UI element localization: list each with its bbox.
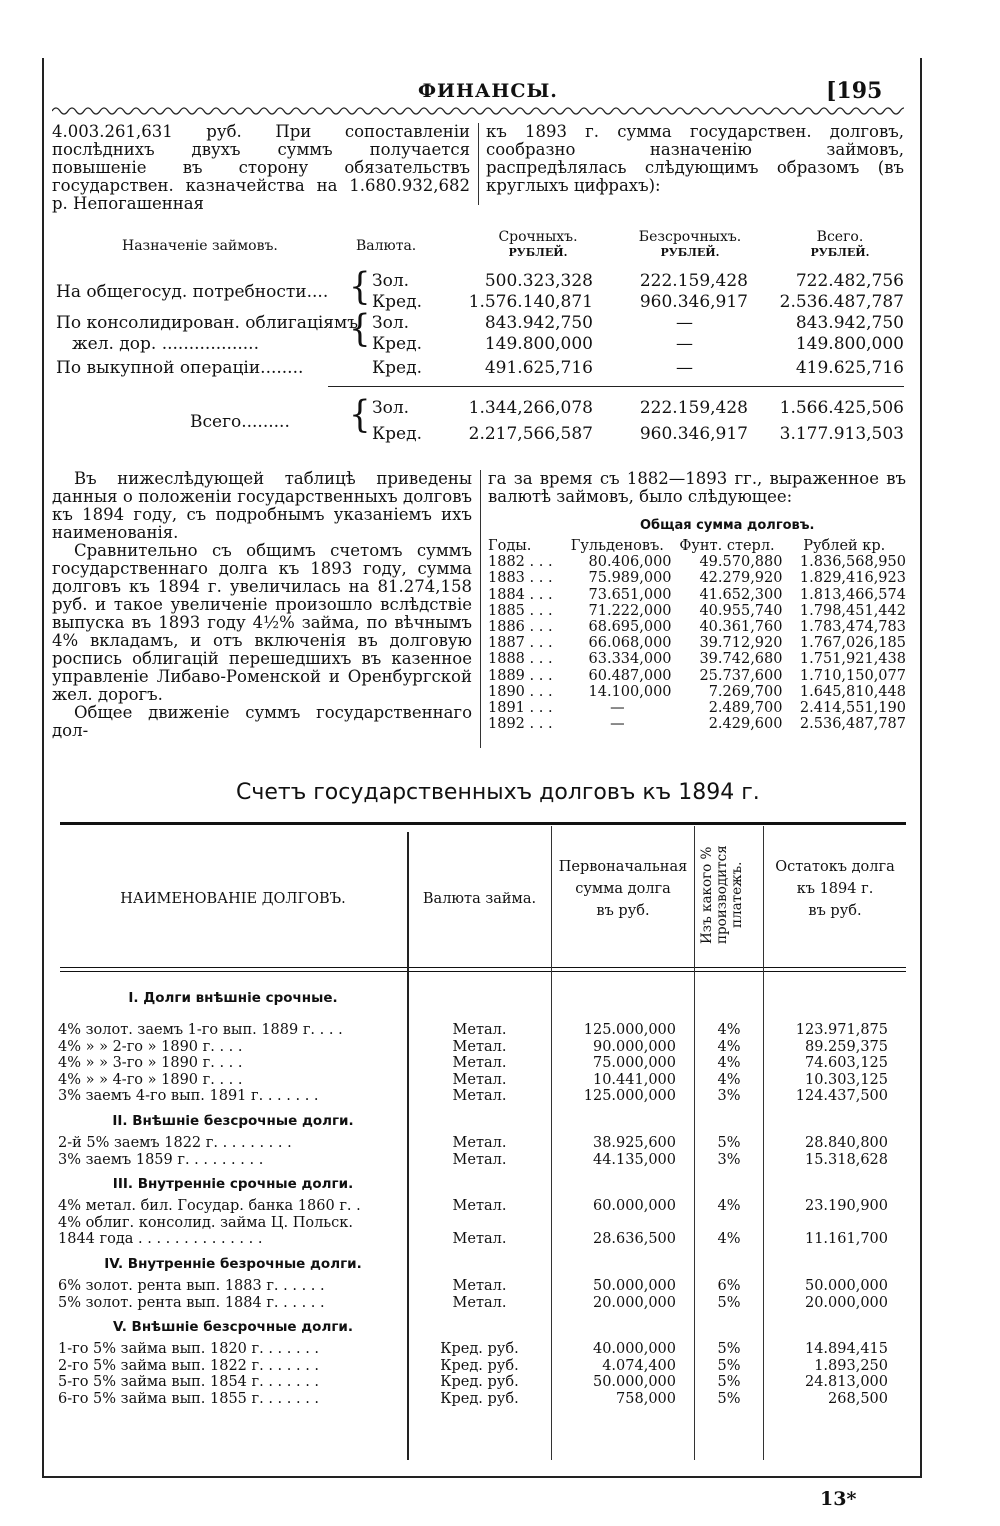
debt-initial: 28.636,500 — [592, 1231, 676, 1248]
col-header: Рублей кр. — [803, 538, 886, 554]
debt-initial: 75.000,000 — [592, 1055, 676, 1072]
debt-name: 1844 года . . . . . . . . . . . . . . — [58, 1231, 263, 1248]
total-rule — [328, 386, 904, 387]
col-header: Фунт. стерл. — [679, 538, 775, 554]
table-cell: 41.652,300 — [699, 586, 783, 603]
table-cell: 1.836,568,950 — [799, 554, 906, 571]
debt-remainder: 50.000,000 — [804, 1278, 888, 1294]
page-number: [195 — [826, 78, 883, 104]
debt-name: 6-го 5% займа вып. 1855 г. . . . . . . — [58, 1391, 320, 1407]
value-cell: 149.800,000 — [795, 334, 904, 354]
header-line: производится — [714, 845, 730, 945]
table-caption: Общая сумма долговъ. — [640, 518, 815, 533]
table-cell: 1883 . . . — [488, 570, 553, 587]
debt-remainder: 23.190,900 — [804, 1198, 888, 1215]
table-cell: 80.406,000 — [588, 554, 672, 571]
table-cell: 68.695,000 — [588, 619, 672, 636]
debt-rate: 5% — [717, 1341, 741, 1358]
debt-rate: 3% — [717, 1151, 741, 1168]
table-cell: 39.712,920 — [699, 635, 783, 652]
value-cell: — — [676, 313, 693, 333]
table-cell: 2.429,600 — [708, 716, 783, 733]
table-cell: 66.068,000 — [588, 635, 672, 652]
section-heading: V. Внѣшніе безсрочные долги. — [113, 1319, 353, 1336]
value-cell: 3.177.913,503 — [779, 424, 904, 444]
debt-currency: Метал. — [452, 1038, 507, 1055]
table-cell: 1.813,466,574 — [799, 586, 906, 603]
table-cell: 1886 . . . — [488, 619, 553, 636]
debt-name: 3% заемъ 1859 г. . . . . . . . . — [58, 1151, 264, 1168]
table-cell: 71.222,000 — [588, 602, 672, 619]
value-cell: 960.346,917 — [639, 424, 748, 444]
debt-currency: Метал. — [452, 1198, 507, 1215]
value-cell: 960.346,917 — [639, 292, 748, 312]
table-row — [488, 587, 906, 603]
table-row — [488, 619, 906, 635]
table-row — [488, 635, 906, 651]
table-row — [488, 603, 906, 619]
value-cell: 1.566.425,506 — [779, 398, 904, 418]
col-header-total: Всего. РУБЛЕЙ. — [810, 229, 870, 259]
table-row — [488, 684, 906, 700]
header-line: платежъ. — [729, 861, 745, 929]
debt-currency: Кред. руб. — [440, 1391, 519, 1407]
table-cell: 2.489,700 — [708, 700, 783, 717]
debt-name: 4% » » 2-го » 1890 г. . . . — [58, 1038, 243, 1055]
value-cell: 491.625,716 — [484, 358, 593, 378]
debt-initial: 758,000 — [616, 1391, 676, 1407]
debt-name: 1-го 5% займа вып. 1820 г. . . . . . . — [58, 1341, 320, 1358]
table-cell: 1890 . . . — [488, 683, 553, 700]
debt-remainder: 11.161,700 — [804, 1231, 888, 1248]
debt-rate: 6% — [717, 1278, 741, 1294]
header-rate — [700, 830, 745, 960]
table-cell: 1892 . . . — [488, 716, 553, 733]
table-top-rule — [60, 822, 906, 825]
column-divider — [478, 123, 479, 205]
wavy-rule — [52, 104, 904, 118]
debt-currency: Метал. — [452, 1278, 507, 1294]
table-cell: 1888 . . . — [488, 651, 553, 668]
value-cell: 722.482,756 — [795, 271, 904, 291]
table-cell: 1882 . . . — [488, 554, 553, 571]
debt-remainder: 74.603,125 — [804, 1055, 888, 1072]
table-cell: 40.955,740 — [699, 602, 783, 619]
col-header: Гульденовъ. — [570, 538, 664, 554]
value-cell: 1.576.140,871 — [468, 292, 593, 312]
brace: { — [349, 393, 371, 437]
table-cell: 63.334,000 — [588, 651, 672, 668]
col-header: Годы. — [488, 538, 532, 554]
debt-rate: 4% — [717, 1198, 741, 1215]
debt-initial: 20.000,000 — [592, 1294, 676, 1311]
table-cell: 7.269,700 — [708, 683, 783, 700]
table-cell: 1.710,150,077 — [799, 667, 906, 684]
row-name: На общегосуд. потребности.... — [56, 282, 329, 302]
value-cell: 1.344,266,078 — [468, 398, 593, 418]
header-line: въ руб. — [808, 903, 862, 919]
header-name: НАИМЕНОВАНІЕ ДОЛГОВЪ. — [120, 891, 346, 907]
table-cell: 25.737,600 — [699, 667, 783, 684]
table-cell: 1.783,474,783 — [799, 619, 906, 636]
debt-remainder: 14.894,415 — [804, 1341, 888, 1358]
value-cell: 222.159,428 — [639, 271, 748, 291]
header-line: Изъ какого % — [699, 846, 715, 944]
debt-name: 4% золот. заемъ 1-го вып. 1889 г. . . . — [58, 1022, 343, 1038]
table-cell: 39.742,680 — [699, 651, 783, 668]
debt-name: 6% золот. рента вып. 1883 г. . . . . . — [58, 1278, 325, 1294]
debt-name: 5-го 5% займа вып. 1854 г. . . . . . . — [58, 1374, 320, 1391]
value-cell: 843.942,750 — [795, 313, 904, 333]
table-cell: 40.361,760 — [699, 619, 783, 636]
section-heading: IV. Внутренніе безрочные долги. — [104, 1256, 362, 1272]
debt-initial: 4.074,400 — [602, 1357, 676, 1374]
table-cell: 1.645,810,448 — [799, 683, 906, 700]
header-rule-2 — [60, 971, 906, 972]
header-currency: Валюта займа. — [422, 891, 537, 907]
running-title: ФИНАНСЫ. — [418, 80, 558, 102]
debt-remainder: 10.303,125 — [804, 1071, 888, 1088]
table-row — [488, 668, 906, 684]
col-header-currency: Валюта. — [356, 238, 417, 254]
table-row — [488, 716, 906, 732]
debt-rate: 5% — [717, 1391, 741, 1407]
row-name: По выкупной операціи........ — [56, 358, 304, 378]
table-cell: 1884 . . . — [488, 586, 553, 603]
header-line: въ руб. — [596, 903, 650, 919]
debt-initial: 50.000,000 — [592, 1374, 676, 1391]
debt-initial: 125.000,000 — [583, 1022, 676, 1038]
value-cell: 149.800,000 — [484, 334, 593, 354]
header-line: Первоначальная — [558, 859, 688, 875]
debt-remainder: 28.840,800 — [804, 1135, 888, 1151]
debt-remainder: 15.318,628 — [804, 1151, 888, 1168]
debt-currency: Метал. — [452, 1071, 507, 1088]
debt-currency: Кред. руб. — [440, 1341, 519, 1358]
paragraph: Сравнительно съ общимъ счетомъ суммъ государственнаго долга къ 1893 году, сумма долговъ къ 1894 г. увеличилась на 81.274,158 руб. и такое увеличеніе произошло вслѣдствіе выпуска въ 1893 году 4½% займа, по вѣчнымъ 4% вкладамъ, и отъ включенія въ долговую роспись облигацій перешедшихъ въ казенное управленіе Либаво-Роменской и Оренбургской жел. дорогъ. — [52, 541, 472, 704]
table-row — [488, 700, 906, 716]
header-line: къ 1894 г. — [796, 881, 874, 897]
debt-initial: 90.000,000 — [592, 1038, 676, 1055]
table-cell: 1.829,416,923 — [799, 570, 906, 587]
table-row — [488, 651, 906, 667]
debt-rate: 5% — [717, 1135, 741, 1151]
debt-rate: 4% — [717, 1071, 741, 1088]
header-line: Остатокъ долга — [775, 859, 895, 875]
debt-rate: 5% — [717, 1374, 741, 1391]
debt-by-year-table — [488, 538, 906, 732]
row-name: жел. дор. .................. — [72, 334, 259, 354]
debt-remainder: 268,500 — [828, 1391, 888, 1407]
table-cell: 1.751,921,438 — [799, 651, 906, 668]
value-cell: — — [676, 358, 693, 378]
table-cell: 75.989,000 — [588, 570, 672, 587]
value-cell: 222.159,428 — [639, 398, 748, 418]
table-cell: 49.570,880 — [699, 554, 783, 571]
intro-right-text: къ 1893 г. сумма государствен. долговъ, сообразно назначенію займовъ, распредѣлялась слѣдующимъ образомъ (въ круглыхъ цифрахъ): — [486, 122, 904, 195]
debt-name: 5% золот. рента вып. 1884 г. . . . . . — [58, 1294, 325, 1311]
value-cell: 843.942,750 — [484, 313, 593, 333]
debt-initial: 40.000,000 — [592, 1341, 676, 1358]
debt-remainder: 124.437,500 — [795, 1088, 888, 1105]
signature-mark: 13* — [820, 1488, 857, 1510]
debt-initial: 125.000,000 — [583, 1088, 676, 1105]
debt-remainder: 24.813,000 — [804, 1374, 888, 1391]
debt-initial: 38.925,600 — [592, 1135, 676, 1151]
debt-currency: Метал. — [452, 1022, 507, 1038]
currency-cell: Кред. — [372, 358, 422, 378]
row-name: По консолидирован. облигаціямъ — [56, 313, 359, 333]
table-cell: 1885 . . . — [488, 602, 553, 619]
debt-rate: 4% — [717, 1038, 741, 1055]
debt-currency: Метал. — [452, 1294, 507, 1311]
debt-initial: 10.441,000 — [592, 1071, 676, 1088]
section-title: Счетъ государственныхъ долговъ къ 1894 г. — [236, 780, 760, 805]
header-rule — [60, 967, 906, 968]
header-remainder — [764, 856, 906, 922]
mid-right-text: га за время съ 1882—1893 гг., выраженное въ валютѣ займовъ, было слѣдующее: — [488, 469, 906, 506]
debt-currency: Метал. — [452, 1088, 507, 1105]
currency-cell: Кред. — [372, 292, 422, 312]
column-divider — [480, 470, 481, 748]
debt-currency: Метал. — [452, 1231, 507, 1248]
debt-rate: 4% — [717, 1055, 741, 1072]
debt-currency: Метал. — [452, 1055, 507, 1072]
table-cell: 14.100,000 — [588, 683, 672, 700]
paragraph: Въ нижеслѣдующей таблицѣ приведены данныя о положеніи государственныхъ долговъ къ 1894 году, съ подробнымъ указаніемъ ихъ наименованія. — [52, 469, 472, 542]
currency-cell: Зол. — [372, 271, 410, 291]
debt-remainder: 89.259,375 — [804, 1038, 888, 1055]
debt-name: 2-й 5% заемъ 1822 г. . . . . . . . . — [58, 1135, 292, 1151]
debt-initial: 60.000,000 — [592, 1198, 676, 1215]
debt-remainder: 123.971,875 — [795, 1022, 888, 1038]
debt-remainder: 1.893,250 — [814, 1357, 888, 1374]
debt-name: 4% » » 4-го » 1890 г. . . . — [58, 1071, 243, 1088]
brace: { — [349, 307, 371, 351]
currency-cell: Кред. — [372, 334, 422, 354]
table-cell: 1.767,026,185 — [799, 635, 906, 652]
table-cell: 42.279,920 — [699, 570, 783, 587]
intro-left-text: 4.003.261,631 руб. При сопоставленіи послѣднихъ двухъ суммъ получается повышеніе въ сторону обязательствъ государствен. казначейства на 1.680.932,682 р. Непогашенная — [52, 122, 470, 213]
currency-cell: Зол. — [372, 398, 410, 418]
total-label: Всего......... — [190, 412, 290, 432]
debt-rate: 5% — [717, 1357, 741, 1374]
table-cell: 60.487,000 — [588, 667, 672, 684]
brace: { — [349, 265, 371, 309]
col-header-term: Срочныхъ. РУБЛЕЙ. — [498, 229, 578, 259]
debt-rate: 5% — [717, 1294, 741, 1311]
table-cell: 1.798,451,442 — [799, 602, 906, 619]
debt-name: 4% облиг. консолид. займа Ц. Польск. — [58, 1214, 353, 1231]
col-header-perpetual: Безсрочныхъ. РУБЛЕЙ. — [638, 229, 742, 259]
value-cell: 2.217,566,587 — [468, 424, 593, 444]
table-cell: 1889 . . . — [488, 667, 553, 684]
debt-name: 3% заемъ 4-го вып. 1891 г. . . . . . . — [58, 1088, 319, 1105]
section-heading: I. Долги внѣшніе срочные. — [128, 990, 338, 1006]
table-cell: 1891 . . . — [488, 700, 553, 717]
value-cell: — — [676, 334, 693, 354]
currency-cell: Кред. — [372, 424, 422, 444]
currency-cell: Зол. — [372, 313, 410, 333]
debt-initial: 44.135,000 — [592, 1151, 676, 1168]
table-cell: 1887 . . . — [488, 635, 553, 652]
mid-left-text — [52, 470, 472, 740]
col-header-purpose: Назначеніе займовъ. — [122, 238, 278, 254]
debt-rate: 3% — [717, 1088, 741, 1105]
section-heading: III. Внутреннiе срочные долги. — [112, 1176, 354, 1193]
table-row — [488, 570, 906, 586]
value-cell: 2.536.487,787 — [779, 292, 904, 312]
table-row — [488, 554, 906, 570]
debt-name: 4% метал. бил. Государ. банка 1860 г. . — [58, 1198, 361, 1215]
debt-name: 2-го 5% займа вып. 1822 г. . . . . . . — [58, 1357, 320, 1374]
debt-currency: Кред. руб. — [440, 1357, 519, 1374]
header-initial — [552, 856, 694, 922]
table-cell: 2.414,551,190 — [799, 700, 906, 717]
table-cell: 73.651,000 — [588, 586, 672, 603]
debt-rate: 4% — [717, 1022, 741, 1038]
paragraph: Общее движеніе суммъ государственнаго дол- — [52, 703, 472, 740]
value-cell: 419.625,716 — [795, 358, 904, 378]
header-line: сумма долга — [575, 881, 671, 897]
debt-currency: Кред. руб. — [440, 1374, 519, 1391]
value-cell: 500.323,328 — [484, 271, 593, 291]
debt-currency: Метал. — [452, 1151, 507, 1168]
debt-currency: Метал. — [452, 1135, 507, 1151]
debt-remainder: 20.000,000 — [804, 1294, 888, 1311]
debt-initial: 50.000,000 — [592, 1278, 676, 1294]
table-cell: — — [610, 700, 625, 717]
table-cell: 2.536,487,787 — [799, 716, 906, 733]
section-heading: II. Внѣшніе безсрочные долги. — [112, 1113, 354, 1129]
debt-name: 4% » » 3-го » 1890 г. . . . — [58, 1055, 243, 1072]
table-cell: — — [610, 716, 625, 733]
debt-rate: 4% — [717, 1231, 741, 1248]
